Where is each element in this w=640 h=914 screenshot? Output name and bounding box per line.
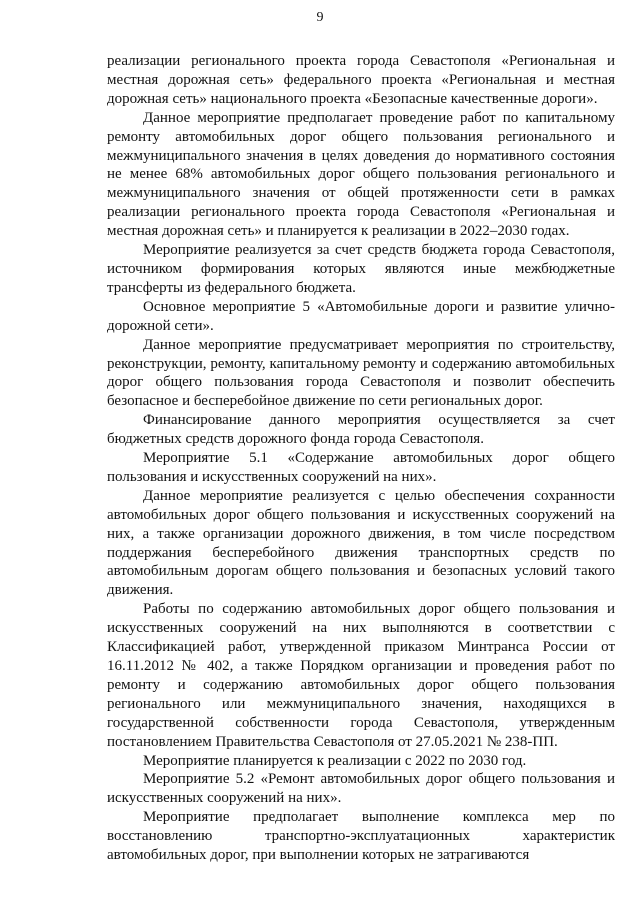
- paragraph-4: Основное мероприятие 5 «Автомобильные дороги и развитие улично-дорожной сети».: [107, 298, 615, 334]
- paragraph-5: Данное мероприятие предусматривает мероприятия по строительству, реконструкции, ремонту, капитальному ремонту и содержанию автомобильных дорог общего пользования города Севастополя и позволит обеспечить безопасное и бесперебойное движение по сети региональных дорог.: [107, 336, 615, 410]
- paragraph-9: Работы по содержанию автомобильных дорог общего пользования и искусственных сооружений на них выполняются в соответствии с Классификацией работ, утвержденной приказом Минтранса России от 16.11.2012 № 402, а также Порядком организации и проведения работ по ремонту и содержанию автомобильных дорог общего пользования регионального или межмуниципального значения, находящихся в государственной собственности города Севастополя, утвержденным постановлением Правительства Севастополя от 27.05.2021 № 238-ПП.: [107, 601, 615, 750]
- paragraph-2: Данное мероприятие предполагает проведение работ по капитальному ремонту автомобильных дорог общего пользования регионального и межмуниципального значения в целях доведения до нормативного состояния не менее 68% автомобильных дорог общего пользования регионального и межмуниципального значения от общей протяженности сети в рамках реализации регионального проекта города Севастополя «Региональная и местная дорожная сеть» и планируется к реализации в 2022–2030 годах.: [107, 109, 615, 240]
- paragraph-10: Мероприятие планируется к реализации с 2022 по 2030 год.: [143, 752, 527, 769]
- paragraph-3: Мероприятие реализуется за счет средств бюджета города Севастополя, источником формирования которых являются иные межбюджетные трансферты из федерального бюджета.: [107, 242, 615, 296]
- paragraph-8: Данное мероприятие реализуется с целью обеспечения сохранности автомобильных дорог общего пользования и искусственных сооружений на них, а также организации дорожного движения, в том числе посредством поддержания бесперебойного движения транспортных средств по автомобильным дорогам общего пользования и безопасных условий такого движения.: [107, 487, 615, 599]
- paragraph-11: Мероприятие 5.2 «Ремонт автомобильных дорог общего пользования и искусственных сооружений на них».: [107, 771, 615, 807]
- page-number: 9: [316, 10, 324, 25]
- paragraph-12: Мероприятие предполагает выполнение комплекса мер по восстановлению транспортно-эксплуатационных характеристик автомобильных дорог, при выполнении которых не затрагиваются: [107, 809, 615, 864]
- paragraph-6: Финансирование данного мероприятия осуществляется за счет бюджетных средств дорожного фонда города Севастополя.: [107, 412, 615, 448]
- document-body: [107, 52, 615, 865]
- paragraph-7: Мероприятие 5.1 «Содержание автомобильных дорог общего пользования и искусственных сооружений на них».: [107, 450, 615, 485]
- paragraph-1: реализации регионального проекта города Севастополя «Региональная и местная дорожная сеть» федерального проекта «Региональная и местная дорожная сеть» национального проекта «Безопасные качественные дороги».: [107, 53, 615, 107]
